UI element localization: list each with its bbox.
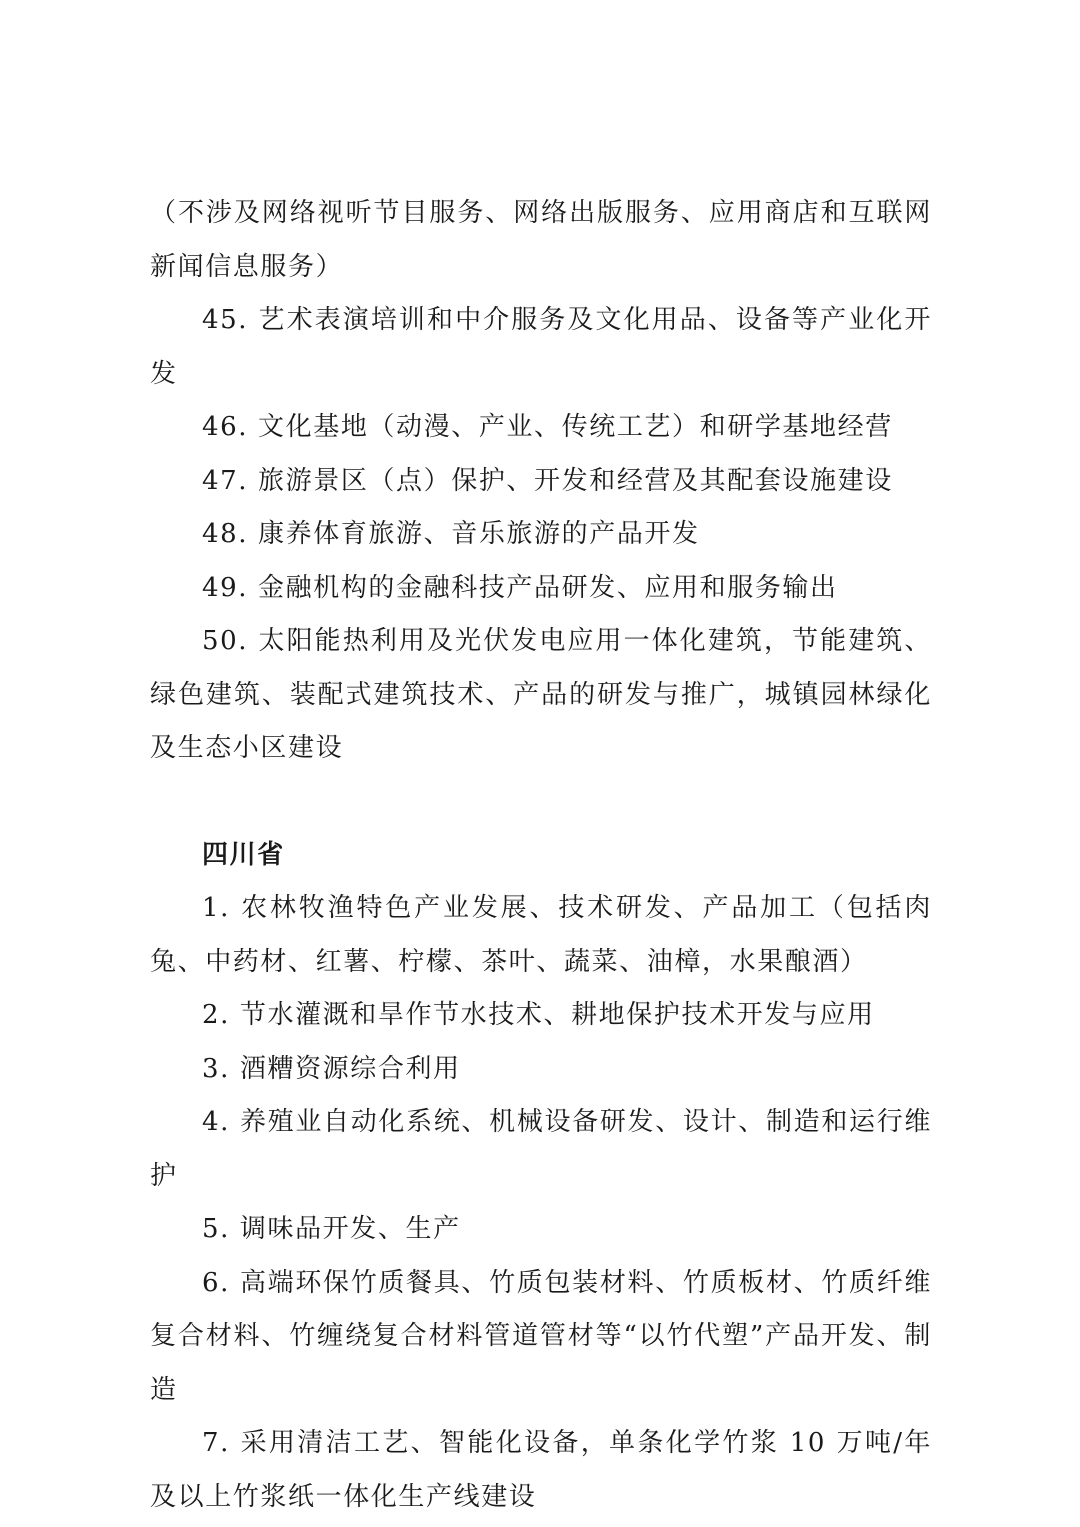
list-item-48: 48. 康养体育旅游、音乐旅游的产品开发 [202, 519, 700, 549]
section-heading-sichuan: 四川省 [202, 839, 285, 870]
sichuan-item-6: 6. 高端环保竹质餐具、竹质包装材料、竹质板材、竹质纤维复合材料、竹缠绕复合材料管道管材等“以竹代塑”产品开发、制造 [150, 1267, 932, 1405]
sichuan-item-1: 1. 农林牧渔特色产业发展、技术研发、产品加工（包括肉兔、中药材、红薯、柠檬、茶叶、蔬菜、油樟，水果酿酒） [150, 893, 932, 977]
sichuan-item-2: 2. 节水灌溉和旱作节水技术、耕地保护技术开发与应用 [202, 1000, 875, 1030]
sichuan-item-5: 5. 调味品开发、生产 [202, 1214, 461, 1244]
list-item-49: 49. 金融机构的金融科技产品研发、应用和服务输出 [202, 572, 838, 603]
list-item-50: 50. 太阳能热利用及光伏发电应用一体化建筑，节能建筑、绿色建筑、装配式建筑技术、产品的研发与推广，城镇园林绿化及生态小区建设 [150, 626, 932, 763]
section-spacer [150, 776, 932, 829]
continuation-paragraph: （不涉及网络视听节目服务、网络出版服务、应用商店和互联网新闻信息服务） [150, 198, 932, 282]
list-item-47: 47. 旅游景区（点）保护、开发和经营及其配套设施建设 [202, 465, 893, 496]
document-page [150, 187, 932, 1524]
list-item-45: 45. 艺术表演培训和中介服务及文化用品、设备等产业化开发 [150, 305, 932, 389]
sichuan-item-4: 4. 养殖业自动化系统、机械设备研发、设计、制造和运行维护 [150, 1107, 932, 1191]
sichuan-item-3: 3. 酒糟资源综合利用 [202, 1053, 461, 1084]
list-item-46: 46. 文化基地（动漫、产业、传统工艺）和研学基地经营 [202, 412, 893, 442]
sichuan-item-7: 7. 采用清洁工艺、智能化设备，单条化学竹浆 10 万吨/年及以上竹浆纸一体化生产线建设 [150, 1428, 932, 1512]
